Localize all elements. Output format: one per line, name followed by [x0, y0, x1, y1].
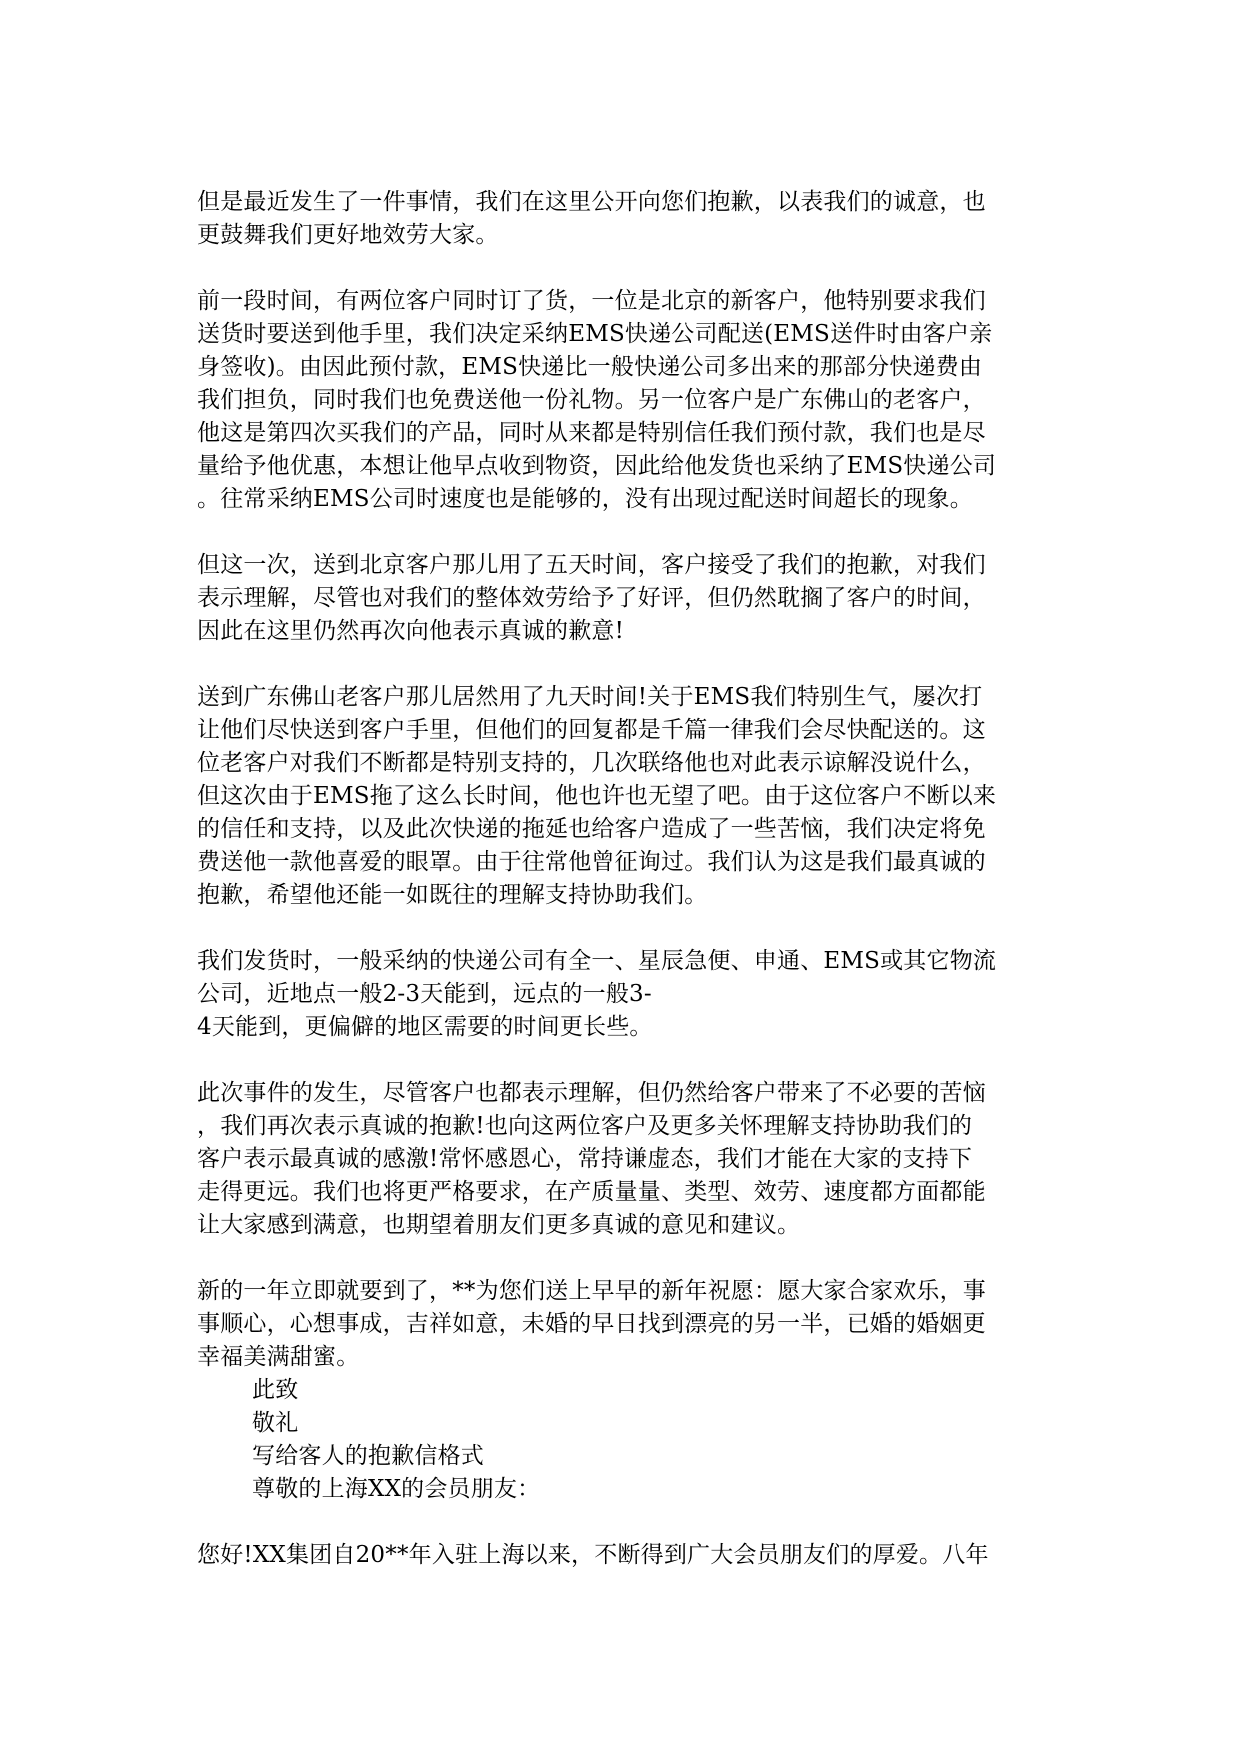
- text-line: 但这次由于EMS拖了这么长时间，他也许也无望了吧。由于这位客户不断以来: [197, 783, 997, 809]
- text-line: 此次事件的发生，尽管客户也都表示理解，但仍然给客户带来了不必要的苦恼: [197, 1080, 986, 1106]
- paragraph: [197, 285, 1057, 516]
- text-line: 走得更远。我们也将更严格要求，在产质量量、类型、效劳、速度都方面都能: [197, 1179, 986, 1205]
- text-line: 客户表示最真诚的感激!常怀感恩心，常持谦虚态，我们才能在大家的支持下: [197, 1146, 973, 1172]
- text-line: 送货时要送到他手里，我们决定采纳EMS快递公司配送(EMS送件时由客户亲: [197, 321, 993, 347]
- greeting-line: 尊敬的上海XX的会员朋友：: [252, 1476, 541, 1502]
- paragraph-gap: [197, 252, 1057, 285]
- text-line: 您好!XX集团自20**年入驻上海以来，不断得到广大会员朋友们的厚爱。八年: [197, 1542, 989, 1568]
- paragraph-gap: [197, 912, 1057, 945]
- text-line: 位老客户对我们不断都是特别支持的，几次联络他也对此表示谅解没说什么，: [197, 750, 986, 776]
- text-line: 。往常采纳EMS公司时速度也是能够的，没有出现过配送时间超长的现象。: [197, 486, 973, 512]
- paragraph-gap: [197, 1044, 1057, 1077]
- paragraph: [197, 549, 1057, 648]
- paragraph: [197, 1275, 1057, 1374]
- paragraph-gap: [197, 516, 1057, 549]
- text-line: 公司，近地点一般2-3天能到，远点的一般3-: [197, 981, 652, 1007]
- text-line: 费送他一款他喜爱的眼罩。由于往常他曾征询过。我们认为这是我们最真诚的: [197, 849, 986, 875]
- text-line: 他这是第四次买我们的产品，同时从来都是特别信任我们预付款，我们也是尽: [197, 420, 986, 446]
- text-line: 让他们尽快送到客户手里，但他们的回复都是千篇一律我们会尽快配送的。这: [197, 717, 986, 743]
- text-line: 表示理解，尽管也对我们的整体效劳给予了好评，但仍然耽搁了客户的时间，: [197, 585, 986, 611]
- text-line: 幸福美满甜蜜。: [197, 1344, 360, 1370]
- text-line: 4天能到，更偏僻的地区需要的时间更长些。: [197, 1014, 653, 1040]
- text-line: 抱歉，希望他还能一如既往的理解支持协助我们。: [197, 882, 708, 908]
- paragraph-gap: [197, 1506, 1057, 1539]
- closing-regards: 敬礼: [252, 1410, 299, 1436]
- text-line: 新的一年立即就要到了，**为您们送上早早的新年祝愿：愿大家合家欢乐，事: [197, 1278, 986, 1304]
- closing-salutation: 此致: [252, 1377, 299, 1403]
- text-line: 身签收)。由因此预付款，EMS快递比一般快递公司多出来的那部分快递费由: [197, 354, 983, 380]
- text-line: 因此在这里仍然再次向他表示真诚的歉意!: [197, 618, 625, 644]
- paragraph-gap: [197, 1242, 1057, 1275]
- paragraph: [197, 1539, 1057, 1572]
- text-line: 量给予他优惠，本想让他早点收到物资，因此给他发货也采纳了EMS快递公司: [197, 453, 997, 479]
- paragraph: [197, 945, 1057, 1044]
- text-line: 但是最近发生了一件事情，我们在这里公开向您们抱歉，以表我们的诚意，也: [197, 189, 986, 215]
- paragraph: [197, 186, 1057, 252]
- text-line: 我们担负，同时我们也免费送他一份礼物。另一位客户是广东佛山的老客户，: [197, 387, 986, 413]
- closing-block: [197, 1374, 1057, 1506]
- text-line: 事顺心，心想事成，吉祥如意，未婚的早日找到漂亮的另一半，已婚的婚姻更: [197, 1311, 986, 1337]
- paragraph: [197, 681, 1057, 912]
- text-line: 但这一次，送到北京客户那儿用了五天时间，客户接受了我们的抱歉，对我们: [197, 552, 986, 578]
- text-line: 送到广东佛山老客户那儿居然用了九天时间!关于EMS我们特别生气，屡次打: [197, 684, 983, 710]
- paragraph-gap: [197, 648, 1057, 681]
- paragraph: [197, 1077, 1057, 1242]
- text-line: 的信任和支持，以及此次快递的拖延也给客户造成了一些苦恼，我们决定将免: [197, 816, 986, 842]
- text-line: 前一段时间，有两位客户同时订了货，一位是北京的新客户，他特别要求我们: [197, 288, 986, 314]
- text-line: 让大家感到满意，也期望着朋友们更多真诚的意见和建议。: [197, 1212, 801, 1238]
- text-line: ，我们再次表示真诚的抱歉!也向这两位客户及更多关怀理解支持协助我们的: [197, 1113, 973, 1139]
- text-line: 我们发货时，一般采纳的快递公司有全一、星辰急便、申通、EMS或其它物流: [197, 948, 997, 974]
- text-line: 更鼓舞我们更好地效劳大家。: [197, 222, 499, 248]
- letter-body: [197, 186, 1057, 1572]
- section-heading: 写给客人的抱歉信格式: [252, 1443, 484, 1469]
